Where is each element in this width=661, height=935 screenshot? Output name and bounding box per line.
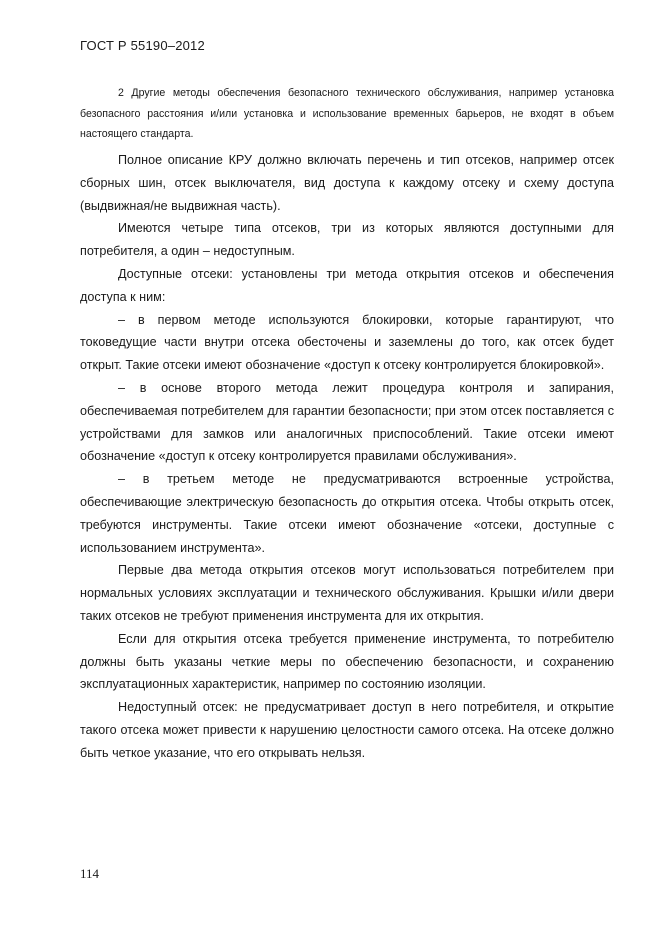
footnote-2: 2 Другие методы обеспечения безопасного технического обслуживания, например установка безопасного расстояния и/или установка и использование временных барьеров, не входят в объем настоящего стандарта.: [80, 87, 614, 140]
paragraph-method-1: – в первом методе используются блокировки, которые гарантируют, что токоведущие части внутри отсека обесточены и заземлены до того, как отсек будет открыт. Такие отсеки имеют обозначение «доступ к отсеку контролируется блокировкой».: [80, 312, 614, 373]
body-text: [80, 149, 614, 765]
paragraph-kru-description: Полное описание КРУ должно включать перечень и тип отсеков, например отсек сборных шин, отсек выключателя, вид доступа к каждому отсеку и схему доступа (выдвижная/не выдвижная часть).: [80, 153, 614, 213]
paragraph-accessible-compartments: Доступные отсеки: установлены три метода открытия отсеков и обеспечения доступа к ним:: [80, 266, 614, 304]
paragraph-compartment-types: Имеются четыре типа отсеков, три из которых являются доступными для потребителя, а один – недоступным.: [80, 221, 614, 259]
paragraph-inaccessible-compartment: Недоступный отсек: не предусматривает доступ в него потребителя, и открытие такого отсека может привести к нарушению целостности самого отсека. На отсеке должно быть четкое указание, что его открывать нельзя.: [80, 700, 614, 760]
paragraph-method-2: – в основе второго метода лежит процедура контроля и запирания, обеспечиваемая потребителем для гарантии безопасности; при этом отсек поставляется с устройствами для замков или аналогичных приспособлений. Такие отсеки имеют обозначение «доступ к отсеку контролируется правилами обслуживания».: [80, 380, 614, 464]
page-number: 114: [80, 866, 100, 881]
paragraph-tool-required: Если для открытия отсека требуется применение инструмента, то потребителю должны быть указаны четкие меры по обеспечению безопасности, и сохранению эксплуатационных характеристик, например по состоянию изоляции.: [80, 631, 614, 692]
document-header: ГОСТ Р 55190–2012: [80, 38, 205, 53]
paragraph-first-two-methods: Первые два метода открытия отсеков могут использоваться потребителем при нормальных условиях эксплуатации и технического обслуживания. Крышки и/или двери таких отсеков не требуют применения инструмента для их открытия.: [80, 563, 614, 623]
paragraph-method-3: – в третьем методе не предусматриваются встроенные устройства, обеспечивающие электрическую безопасность до открытия отсека. Чтобы открыть отсек, требуются инструменты. Такие отсеки имеют обозначение «отсеки, доступные с использованием инструмента».: [80, 472, 614, 555]
